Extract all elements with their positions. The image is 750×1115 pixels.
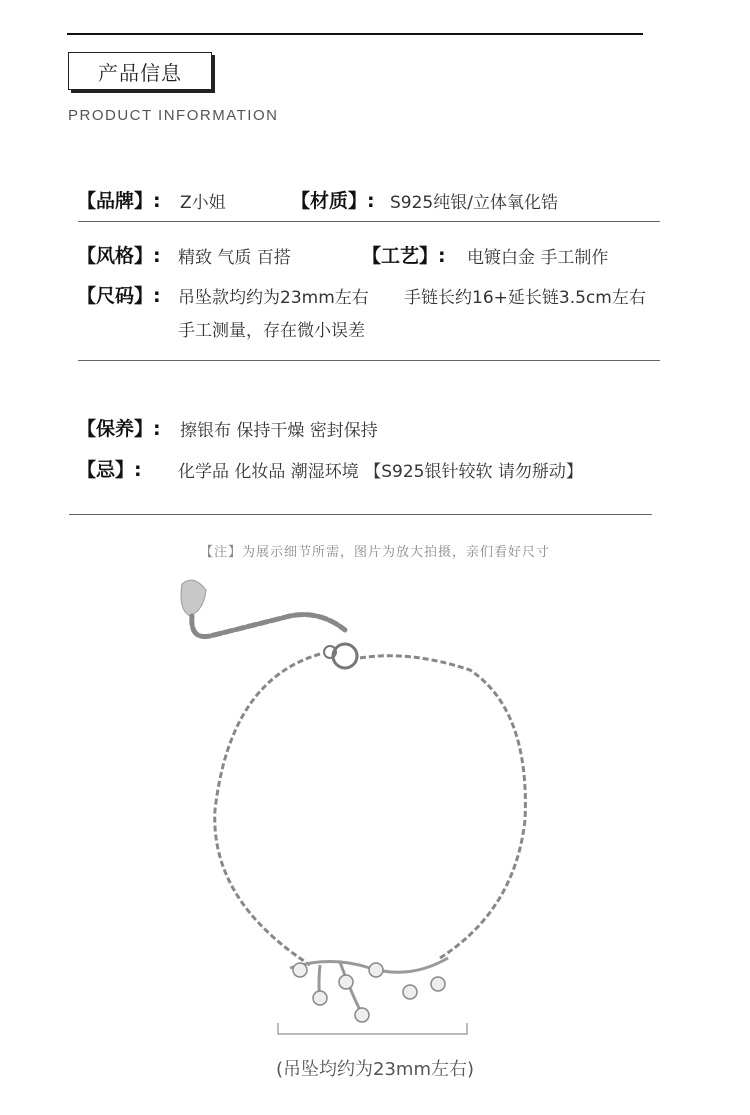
spec-divider (69, 514, 652, 515)
craft-label: 【工艺】: (362, 245, 446, 267)
style-label: 【风格】: (77, 245, 161, 267)
material-label: 【材质】: (291, 190, 375, 212)
size-value-pendant: 吊坠款均约为23mm左右 (178, 288, 369, 308)
spec-divider (78, 221, 660, 222)
size-value-length: 手链长约16+延长链3.5cm左右 (404, 288, 646, 308)
care-value: 擦银布 保持干燥 密封保持 (180, 421, 378, 441)
size-caption: (吊坠均约为23mm左右) (275, 1059, 475, 1080)
photo-note: 【注】为展示细节所需，图片为放大拍摄，亲们看好尺寸 (199, 545, 550, 560)
craft-value: 电镀白金 手工制作 (467, 248, 609, 268)
style-value: 精致 气质 百搭 (178, 248, 291, 268)
bracelet-image (170, 570, 550, 1030)
avoid-label: 【忌】: (77, 459, 142, 481)
size-label: 【尺码】: (77, 285, 161, 307)
brand-value: Z小姐 (180, 193, 226, 213)
brand-label: 【品牌】: (77, 190, 161, 212)
section-subtitle: PRODUCT INFORMATION (68, 107, 279, 124)
spec-divider (78, 360, 660, 361)
top-divider (67, 33, 643, 35)
section-title: 产品信息 (68, 52, 212, 90)
material-value: S925纯银/立体氧化锆 (390, 193, 558, 213)
care-label: 【保养】: (77, 418, 161, 440)
avoid-value: 化学品 化妆品 潮湿环境 【S925银针较软 请勿掰动】 (178, 462, 583, 482)
size-bracket (277, 1022, 469, 1036)
size-value-note: 手工测量，存在微小误差 (178, 321, 365, 341)
